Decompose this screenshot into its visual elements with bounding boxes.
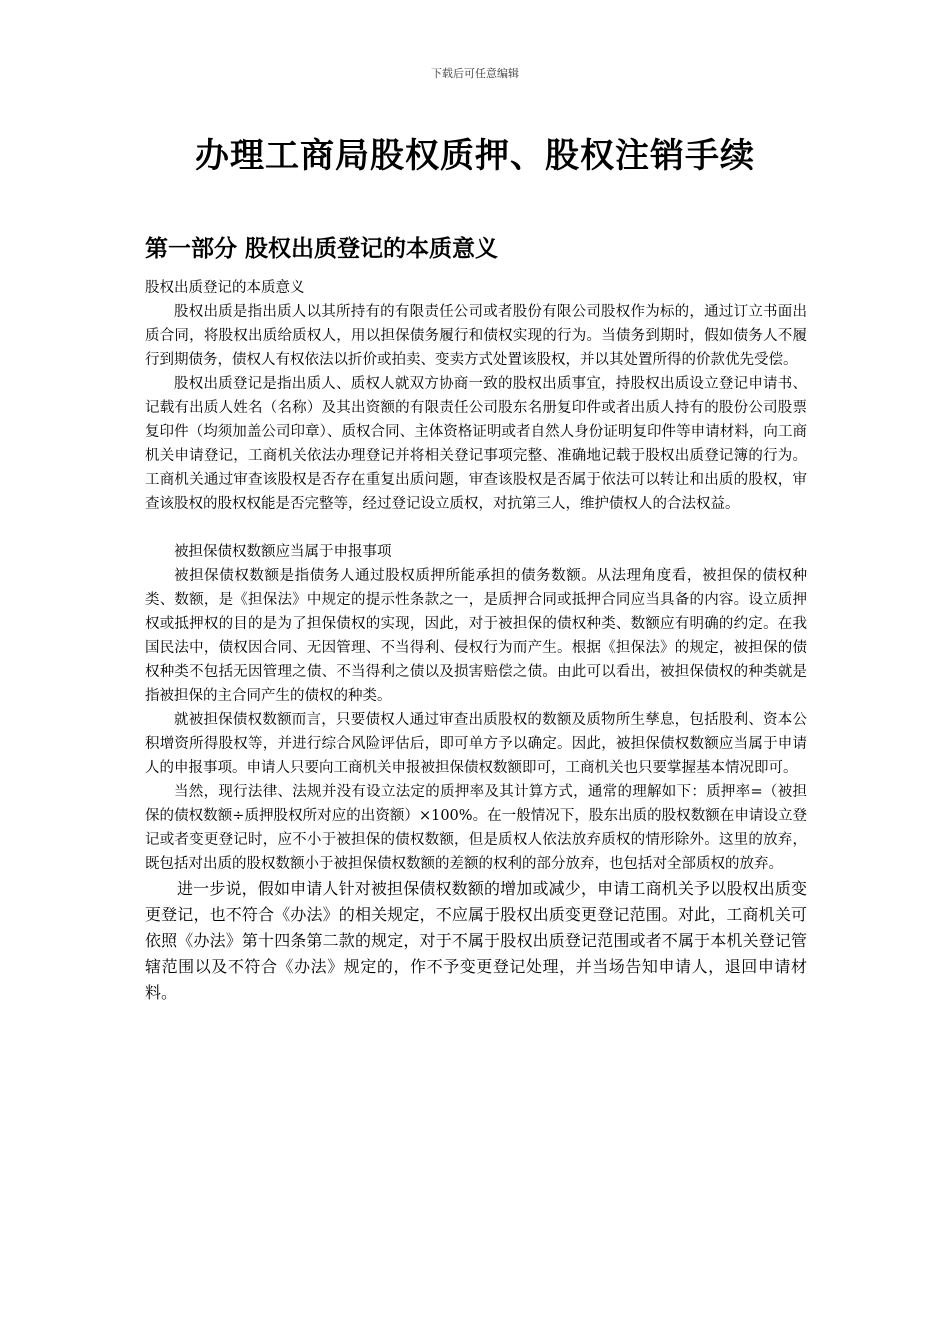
- section-heading: 第一部分 股权出质登记的本质意义: [145, 235, 499, 262]
- section-subheading: 股权出质登记的本质意义: [145, 280, 305, 296]
- header-note: 下载后可任意编辑: [431, 67, 519, 80]
- paragraph: 股权出质是指出质人以其所持有的有限责任公司或者股份有限公司股权作为标的，通过订立书面出质合同，将股权出质给质权人，用以担保债务履行和债权实现的行为。当债务到期时，假如债务人不履行到期债务，债权人有权依法以折价或拍卖、变卖方式处置该股权，并以其处置所得的价款优先受偿。: [145, 304, 807, 368]
- paragraph: 就被担保债权数额而言，只要债权人通过审查出质股权的数额及质物所生孳息，包括股利、资本公积增资所得股权等，并进行综合风险评估后，即可单方予以确定。因此，被担保债权数额应当属于申请人的申报事项。申请人只要向工商机关申报被担保债权数额即可，工商机关也只要掌握基本情况即可。: [145, 712, 807, 776]
- document-body: [145, 232, 807, 1006]
- document-title: 办理工商局股权质押、股权注销手续: [195, 136, 755, 176]
- paragraph: 当然，现行法律、法规并没有设立法定的质押率及其计算方式，通常的理解如下：质押率=（被担保的债权数额÷质押股权所对应的出资额）×100%。在一般情况下，股东出质的股权数额在申请设立登记或者变更登记时，应不小于被担保的债权数额，但是质权人依法放弃质权的情形除外。这里的放弃，既包括对出质的股权数额小于被担保债权数额的差额的权利的部分放弃，也包括对全部质权的放弃。: [145, 784, 807, 872]
- paragraph: 进一步说，假如申请人针对被担保债权数额的增加或减少，申请工商机关予以股权出质变更登记，也不符合《办法》的相关规定，不应属于股权出质变更登记范围。对此，工商机关可依照《办法》第十四条第二款的规定，对于不属于股权出质登记范围或者不属于本机关登记管辖范围以及不符合《办法》规定的，作不予变更登记处理，并当场告知申请人，退回申请材料。: [145, 879, 807, 1002]
- section-subheading: 被担保债权数额应当属于申报事项: [174, 544, 392, 560]
- paragraph: 股权出质登记是指出质人、质权人就双方协商一致的股权出质事宜，持股权出质设立登记申请书、记载有出质人姓名（名称）及其出资额的有限责任公司股东名册复印件或者出质人持有的股份公司股票复印件（均须加盖公司印章）、质权合同、主体资格证明或者自然人身份证明复印件等申请材料，向工商机关申请登记，工商机关依法办理登记并将相关登记事项完整、准确地记载于股权出质登记簿的行为。工商机关通过审查该股权是否存在重复出质问题，审查该股权是否属于依法可以转让和出质的股权，审查该股权的股权权能是否完整等，经过登记设立质权，对抗第三人，维护债权人的合法权益。: [145, 376, 807, 512]
- blank-line: [145, 516, 807, 540]
- paragraph: 被担保债权数额是指债务人通过股权质押所能承担的债务数额。从法理角度看，被担保的债权种类、数额，是《担保法》中规定的提示性条款之一，是质押合同或抵押合同应当具备的内容。设立质押权或抵押权的目的是为了担保债权的实现，因此，对于被担保的债权种类、数额应有明确的约定。在我国民法中，债权因合同、无因管理、不当得利、侵权行为而产生。根据《担保法》的规定，被担保的债权种类不包括无因管理之债、不当得利之债以及损害赔偿之债。由此可以看出，被担保债权的种类就是指被担保的主合同产生的债权的种类。: [145, 568, 807, 704]
